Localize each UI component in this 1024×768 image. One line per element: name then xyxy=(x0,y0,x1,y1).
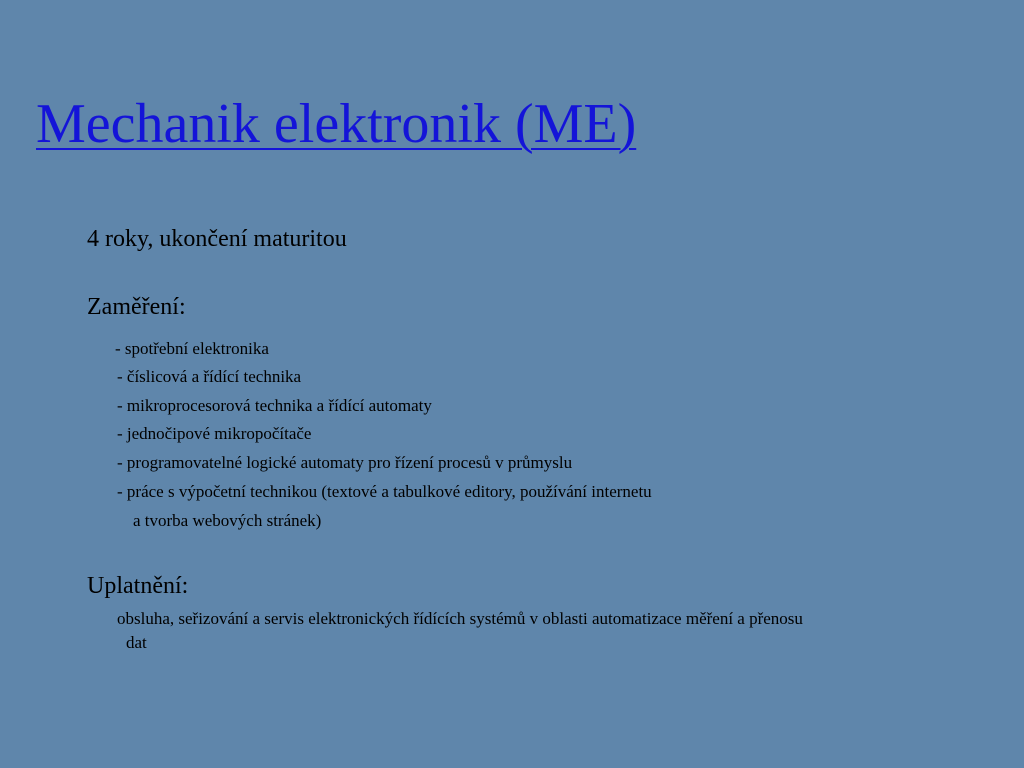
focus-item: - programovatelné logické automaty pro řízení procesů v průmyslu xyxy=(117,453,573,472)
focus-item-continuation: a tvorba webových stránek) xyxy=(133,511,322,530)
focus-item: - jednočipové mikropočítače xyxy=(117,424,312,443)
focus-heading: Zaměření: xyxy=(87,294,186,320)
focus-item: - číslicová a řídící technika xyxy=(117,367,302,386)
employment-text: obsluha, seřizování a servis elektronických řídících systémů v oblasti automatizace měření a přenosu xyxy=(117,609,803,628)
duration-text: 4 roky, ukončení maturitou xyxy=(87,226,347,252)
focus-item: - mikroprocesorová technika a řídící automaty xyxy=(117,396,432,415)
employment-text-continuation: dat xyxy=(126,633,147,652)
focus-item: - práce s výpočetní technikou (textové a tabulkové editory, používání internetu xyxy=(117,482,652,501)
employment-heading: Uplatnění: xyxy=(87,573,189,599)
slide-title-link[interactable]: Mechanik elektronik (ME) xyxy=(36,93,637,155)
focus-item: - spotřební elektronika xyxy=(115,339,269,358)
